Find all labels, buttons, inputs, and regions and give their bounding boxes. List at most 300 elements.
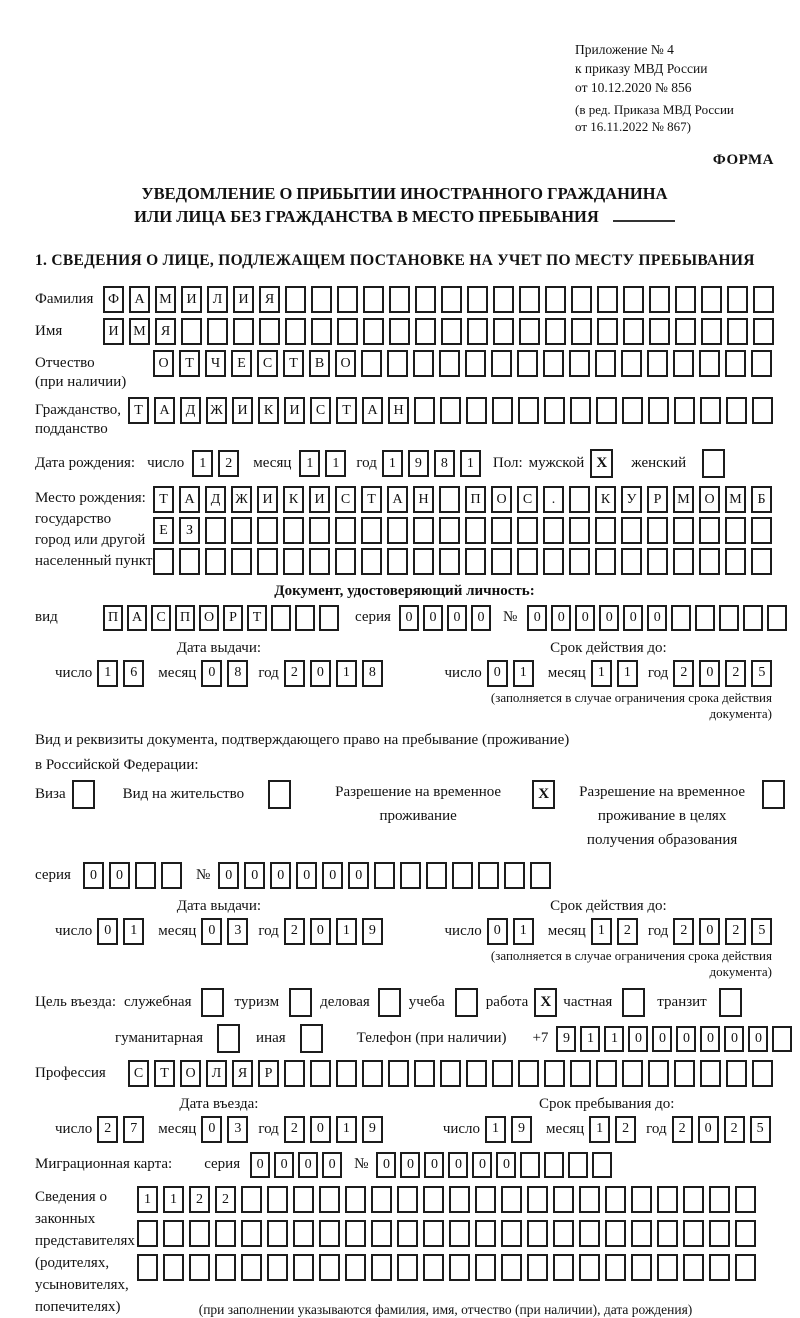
char-cell[interactable]: 0	[322, 862, 343, 889]
char-cell[interactable]	[163, 1254, 184, 1281]
char-cell[interactable]	[293, 1186, 314, 1213]
char-cell[interactable]: Л	[207, 286, 228, 313]
char-cell[interactable]: 1	[336, 918, 357, 945]
char-cell[interactable]	[570, 397, 591, 424]
char-cell[interactable]: 0	[109, 862, 130, 889]
char-cell[interactable]	[452, 862, 473, 889]
char-cell[interactable]: А	[127, 605, 147, 631]
char-cell[interactable]	[675, 286, 696, 313]
char-cell[interactable]: С	[151, 605, 171, 631]
char-cell[interactable]	[772, 1026, 792, 1052]
char-cell[interactable]	[517, 517, 538, 544]
char-cell[interactable]: 2	[189, 1186, 210, 1213]
char-cell[interactable]	[440, 397, 461, 424]
char-cell[interactable]	[387, 517, 408, 544]
char-cell[interactable]: 0	[274, 1152, 294, 1178]
char-cell[interactable]	[726, 397, 747, 424]
char-cell[interactable]	[449, 1220, 470, 1247]
char-cell[interactable]: 0	[699, 660, 720, 687]
char-cell[interactable]: 0	[250, 1152, 270, 1178]
char-cell[interactable]: 0	[647, 605, 667, 631]
char-cell[interactable]	[725, 548, 746, 575]
char-cell[interactable]	[579, 1254, 600, 1281]
char-cell[interactable]: С	[517, 486, 538, 513]
char-cell[interactable]: Р	[647, 486, 668, 513]
char-cell[interactable]: 1	[382, 450, 403, 477]
char-cell[interactable]: Н	[413, 486, 434, 513]
char-cell[interactable]: Т	[153, 486, 174, 513]
char-cell[interactable]	[189, 1220, 210, 1247]
char-cell[interactable]: 0	[487, 918, 508, 945]
purpose-business-checkbox[interactable]	[378, 988, 401, 1017]
char-cell[interactable]	[683, 1220, 704, 1247]
char-cell[interactable]: 2	[97, 1116, 118, 1143]
char-cell[interactable]	[309, 548, 330, 575]
char-cell[interactable]	[709, 1220, 730, 1247]
char-cell[interactable]: 1	[325, 450, 346, 477]
char-cell[interactable]	[319, 1254, 340, 1281]
char-cell[interactable]	[568, 1152, 588, 1178]
char-cell[interactable]	[491, 548, 512, 575]
char-cell[interactable]: П	[175, 605, 195, 631]
char-cell[interactable]	[605, 1186, 626, 1213]
char-cell[interactable]	[205, 548, 226, 575]
char-cell[interactable]: 8	[227, 660, 248, 687]
char-cell[interactable]	[414, 397, 435, 424]
char-cell[interactable]	[671, 605, 691, 631]
char-cell[interactable]	[751, 350, 772, 377]
char-cell[interactable]	[753, 318, 774, 345]
char-cell[interactable]	[520, 1152, 540, 1178]
char-cell[interactable]	[161, 862, 182, 889]
char-cell[interactable]	[319, 1220, 340, 1247]
purpose-study-checkbox[interactable]	[455, 988, 478, 1017]
char-cell[interactable]: М	[725, 486, 746, 513]
char-cell[interactable]	[699, 517, 720, 544]
char-cell[interactable]	[413, 350, 434, 377]
char-cell[interactable]	[543, 350, 564, 377]
char-cell[interactable]: А	[154, 397, 175, 424]
char-cell[interactable]: А	[179, 486, 200, 513]
char-cell[interactable]: П	[103, 605, 123, 631]
char-cell[interactable]	[501, 1220, 522, 1247]
char-cell[interactable]	[387, 548, 408, 575]
char-cell[interactable]	[596, 1060, 617, 1087]
char-cell[interactable]	[465, 548, 486, 575]
char-cell[interactable]: У	[621, 486, 642, 513]
char-cell[interactable]: 1	[123, 918, 144, 945]
char-cell[interactable]	[397, 1186, 418, 1213]
char-cell[interactable]	[257, 548, 278, 575]
char-cell[interactable]: Я	[259, 286, 280, 313]
char-cell[interactable]	[683, 1254, 704, 1281]
char-cell[interactable]	[293, 1254, 314, 1281]
char-cell[interactable]: Ф	[103, 286, 124, 313]
purpose-official-checkbox[interactable]	[201, 988, 224, 1017]
char-cell[interactable]	[415, 286, 436, 313]
char-cell[interactable]	[527, 1254, 548, 1281]
char-cell[interactable]	[709, 1186, 730, 1213]
char-cell[interactable]	[592, 1152, 612, 1178]
char-cell[interactable]: С	[128, 1060, 149, 1087]
char-cell[interactable]	[700, 1060, 721, 1087]
char-cell[interactable]: 1	[513, 660, 534, 687]
char-cell[interactable]	[725, 350, 746, 377]
char-cell[interactable]: 1	[336, 660, 357, 687]
char-cell[interactable]	[491, 517, 512, 544]
char-cell[interactable]	[493, 286, 514, 313]
char-cell[interactable]: 1	[513, 918, 534, 945]
char-cell[interactable]: М	[155, 286, 176, 313]
char-cell[interactable]	[397, 1254, 418, 1281]
char-cell[interactable]	[621, 517, 642, 544]
char-cell[interactable]	[335, 517, 356, 544]
char-cell[interactable]: 0	[471, 605, 491, 631]
char-cell[interactable]	[363, 318, 384, 345]
char-cell[interactable]: Д	[205, 486, 226, 513]
char-cell[interactable]: С	[257, 350, 278, 377]
char-cell[interactable]	[544, 397, 565, 424]
char-cell[interactable]	[441, 318, 462, 345]
char-cell[interactable]: 0	[322, 1152, 342, 1178]
char-cell[interactable]: А	[387, 486, 408, 513]
purpose-humanitarian-checkbox[interactable]	[217, 1024, 240, 1053]
char-cell[interactable]: 1	[580, 1026, 600, 1052]
char-cell[interactable]: 2	[725, 660, 746, 687]
char-cell[interactable]: Ж	[231, 486, 252, 513]
char-cell[interactable]	[423, 1254, 444, 1281]
char-cell[interactable]	[389, 286, 410, 313]
char-cell[interactable]: 0	[652, 1026, 672, 1052]
char-cell[interactable]	[285, 286, 306, 313]
char-cell[interactable]	[439, 350, 460, 377]
char-cell[interactable]: 2	[284, 1116, 305, 1143]
char-cell[interactable]	[544, 1060, 565, 1087]
char-cell[interactable]	[371, 1254, 392, 1281]
char-cell[interactable]	[475, 1254, 496, 1281]
char-cell[interactable]	[657, 1254, 678, 1281]
char-cell[interactable]: 0	[399, 605, 419, 631]
char-cell[interactable]	[361, 350, 382, 377]
char-cell[interactable]	[361, 548, 382, 575]
purpose-tourism-checkbox[interactable]	[289, 988, 312, 1017]
char-cell[interactable]	[519, 286, 540, 313]
char-cell[interactable]	[605, 1220, 626, 1247]
char-cell[interactable]	[467, 318, 488, 345]
char-cell[interactable]	[205, 517, 226, 544]
char-cell[interactable]	[465, 350, 486, 377]
char-cell[interactable]: Н	[388, 397, 409, 424]
char-cell[interactable]: Я	[155, 318, 176, 345]
temp-residence-education-checkbox[interactable]	[762, 780, 785, 809]
char-cell[interactable]	[674, 397, 695, 424]
char-cell[interactable]: Т	[361, 486, 382, 513]
char-cell[interactable]	[726, 1060, 747, 1087]
char-cell[interactable]	[753, 286, 774, 313]
char-cell[interactable]	[271, 605, 291, 631]
char-cell[interactable]	[137, 1254, 158, 1281]
char-cell[interactable]: 1	[589, 1116, 610, 1143]
char-cell[interactable]: .	[543, 486, 564, 513]
char-cell[interactable]: 3	[227, 918, 248, 945]
char-cell[interactable]: 0	[201, 660, 222, 687]
char-cell[interactable]	[647, 548, 668, 575]
char-cell[interactable]	[569, 517, 590, 544]
char-cell[interactable]: 0	[487, 660, 508, 687]
sex-male-checkbox[interactable]: X	[590, 449, 613, 478]
char-cell[interactable]	[295, 605, 315, 631]
char-cell[interactable]: 9	[556, 1026, 576, 1052]
char-cell[interactable]	[631, 1186, 652, 1213]
char-cell[interactable]	[311, 318, 332, 345]
char-cell[interactable]	[361, 517, 382, 544]
char-cell[interactable]	[293, 1220, 314, 1247]
char-cell[interactable]	[423, 1220, 444, 1247]
char-cell[interactable]: И	[309, 486, 330, 513]
char-cell[interactable]	[570, 1060, 591, 1087]
char-cell[interactable]: 0	[724, 1026, 744, 1052]
char-cell[interactable]: О	[180, 1060, 201, 1087]
char-cell[interactable]: 0	[551, 605, 571, 631]
char-cell[interactable]	[153, 548, 174, 575]
char-cell[interactable]	[735, 1254, 756, 1281]
char-cell[interactable]	[163, 1220, 184, 1247]
char-cell[interactable]	[475, 1220, 496, 1247]
char-cell[interactable]	[701, 318, 722, 345]
char-cell[interactable]: С	[310, 397, 331, 424]
char-cell[interactable]	[752, 1060, 773, 1087]
char-cell[interactable]: 0	[628, 1026, 648, 1052]
char-cell[interactable]: 1	[460, 450, 481, 477]
char-cell[interactable]	[423, 1186, 444, 1213]
char-cell[interactable]: Т	[154, 1060, 175, 1087]
char-cell[interactable]: 0	[447, 605, 467, 631]
char-cell[interactable]: 5	[751, 660, 772, 687]
char-cell[interactable]: Ж	[206, 397, 227, 424]
char-cell[interactable]	[657, 1220, 678, 1247]
char-cell[interactable]: 0	[496, 1152, 516, 1178]
char-cell[interactable]: Т	[283, 350, 304, 377]
char-cell[interactable]: Д	[180, 397, 201, 424]
char-cell[interactable]: 2	[615, 1116, 636, 1143]
char-cell[interactable]	[648, 397, 669, 424]
char-cell[interactable]	[189, 1254, 210, 1281]
char-cell[interactable]	[231, 517, 252, 544]
char-cell[interactable]: А	[362, 397, 383, 424]
char-cell[interactable]	[241, 1220, 262, 1247]
char-cell[interactable]: 0	[748, 1026, 768, 1052]
char-cell[interactable]	[492, 397, 513, 424]
char-cell[interactable]: 7	[123, 1116, 144, 1143]
char-cell[interactable]	[345, 1254, 366, 1281]
char-cell[interactable]	[596, 397, 617, 424]
char-cell[interactable]: 0	[201, 918, 222, 945]
char-cell[interactable]	[415, 318, 436, 345]
char-cell[interactable]: 9	[408, 450, 429, 477]
char-cell[interactable]: 1	[485, 1116, 506, 1143]
char-cell[interactable]	[207, 318, 228, 345]
char-cell[interactable]	[553, 1254, 574, 1281]
char-cell[interactable]	[388, 1060, 409, 1087]
char-cell[interactable]: 5	[750, 1116, 771, 1143]
char-cell[interactable]	[622, 397, 643, 424]
char-cell[interactable]: И	[103, 318, 124, 345]
char-cell[interactable]	[466, 397, 487, 424]
char-cell[interactable]: 0	[472, 1152, 492, 1178]
char-cell[interactable]	[622, 1060, 643, 1087]
char-cell[interactable]	[179, 548, 200, 575]
char-cell[interactable]	[267, 1254, 288, 1281]
char-cell[interactable]: Б	[751, 486, 772, 513]
char-cell[interactable]	[700, 397, 721, 424]
char-cell[interactable]: 1	[163, 1186, 184, 1213]
char-cell[interactable]	[701, 286, 722, 313]
char-cell[interactable]	[449, 1186, 470, 1213]
char-cell[interactable]	[137, 1220, 158, 1247]
char-cell[interactable]	[374, 862, 395, 889]
char-cell[interactable]	[319, 605, 339, 631]
char-cell[interactable]	[441, 286, 462, 313]
char-cell[interactable]: 0	[698, 1116, 719, 1143]
char-cell[interactable]	[569, 548, 590, 575]
char-cell[interactable]	[569, 350, 590, 377]
char-cell[interactable]: 2	[724, 1116, 745, 1143]
char-cell[interactable]: 0	[310, 1116, 331, 1143]
char-cell[interactable]	[439, 517, 460, 544]
char-cell[interactable]	[545, 286, 566, 313]
char-cell[interactable]: 0	[298, 1152, 318, 1178]
char-cell[interactable]: 9	[511, 1116, 532, 1143]
char-cell[interactable]: 2	[672, 1116, 693, 1143]
char-cell[interactable]: 0	[700, 1026, 720, 1052]
char-cell[interactable]	[449, 1254, 470, 1281]
char-cell[interactable]	[478, 862, 499, 889]
char-cell[interactable]	[257, 517, 278, 544]
char-cell[interactable]: Л	[206, 1060, 227, 1087]
char-cell[interactable]	[413, 548, 434, 575]
char-cell[interactable]	[553, 1186, 574, 1213]
char-cell[interactable]	[699, 548, 720, 575]
char-cell[interactable]	[530, 862, 551, 889]
char-cell[interactable]: К	[258, 397, 279, 424]
char-cell[interactable]	[543, 517, 564, 544]
char-cell[interactable]	[647, 350, 668, 377]
char-cell[interactable]	[231, 548, 252, 575]
char-cell[interactable]	[504, 862, 525, 889]
char-cell[interactable]: О	[153, 350, 174, 377]
char-cell[interactable]: 2	[673, 660, 694, 687]
char-cell[interactable]	[135, 862, 156, 889]
char-cell[interactable]	[709, 1254, 730, 1281]
char-cell[interactable]	[518, 397, 539, 424]
char-cell[interactable]	[767, 605, 787, 631]
char-cell[interactable]	[673, 548, 694, 575]
char-cell[interactable]: А	[129, 286, 150, 313]
char-cell[interactable]: 0	[623, 605, 643, 631]
char-cell[interactable]	[595, 517, 616, 544]
char-cell[interactable]: 0	[310, 918, 331, 945]
char-cell[interactable]: 0	[244, 862, 265, 889]
char-cell[interactable]	[751, 548, 772, 575]
char-cell[interactable]: 2	[725, 918, 746, 945]
char-cell[interactable]	[527, 1186, 548, 1213]
char-cell[interactable]	[285, 318, 306, 345]
char-cell[interactable]	[335, 548, 356, 575]
char-cell[interactable]: 0	[296, 862, 317, 889]
char-cell[interactable]: О	[699, 486, 720, 513]
char-cell[interactable]: 2	[673, 918, 694, 945]
char-cell[interactable]	[623, 318, 644, 345]
char-cell[interactable]	[571, 286, 592, 313]
char-cell[interactable]: 0	[376, 1152, 396, 1178]
char-cell[interactable]	[267, 1186, 288, 1213]
char-cell[interactable]: 1	[617, 660, 638, 687]
char-cell[interactable]	[674, 1060, 695, 1087]
char-cell[interactable]	[371, 1186, 392, 1213]
char-cell[interactable]	[337, 286, 358, 313]
char-cell[interactable]	[571, 318, 592, 345]
char-cell[interactable]	[657, 1186, 678, 1213]
char-cell[interactable]: О	[199, 605, 219, 631]
char-cell[interactable]	[259, 318, 280, 345]
char-cell[interactable]: Т	[128, 397, 149, 424]
char-cell[interactable]	[493, 318, 514, 345]
char-cell[interactable]	[545, 318, 566, 345]
char-cell[interactable]	[735, 1186, 756, 1213]
char-cell[interactable]	[631, 1254, 652, 1281]
char-cell[interactable]	[595, 350, 616, 377]
char-cell[interactable]	[553, 1220, 574, 1247]
char-cell[interactable]	[414, 1060, 435, 1087]
char-cell[interactable]: 0	[676, 1026, 696, 1052]
char-cell[interactable]	[319, 1186, 340, 1213]
char-cell[interactable]: 0	[448, 1152, 468, 1178]
char-cell[interactable]	[579, 1186, 600, 1213]
char-cell[interactable]: И	[284, 397, 305, 424]
char-cell[interactable]	[426, 862, 447, 889]
char-cell[interactable]	[309, 517, 330, 544]
char-cell[interactable]: 1	[591, 660, 612, 687]
temp-residence-checkbox[interactable]: X	[532, 780, 555, 809]
char-cell[interactable]: М	[129, 318, 150, 345]
char-cell[interactable]	[579, 1220, 600, 1247]
char-cell[interactable]: К	[595, 486, 616, 513]
char-cell[interactable]	[743, 605, 763, 631]
sex-female-checkbox[interactable]	[702, 449, 725, 478]
char-cell[interactable]	[440, 1060, 461, 1087]
char-cell[interactable]: С	[335, 486, 356, 513]
char-cell[interactable]: О	[335, 350, 356, 377]
char-cell[interactable]	[311, 286, 332, 313]
char-cell[interactable]: В	[309, 350, 330, 377]
char-cell[interactable]	[387, 350, 408, 377]
char-cell[interactable]	[527, 1220, 548, 1247]
char-cell[interactable]	[727, 318, 748, 345]
char-cell[interactable]: 2	[284, 660, 305, 687]
char-cell[interactable]	[215, 1254, 236, 1281]
char-cell[interactable]	[648, 1060, 669, 1087]
char-cell[interactable]: И	[181, 286, 202, 313]
char-cell[interactable]	[699, 350, 720, 377]
char-cell[interactable]	[283, 548, 304, 575]
char-cell[interactable]: 0	[83, 862, 104, 889]
char-cell[interactable]	[647, 517, 668, 544]
char-cell[interactable]	[389, 318, 410, 345]
char-cell[interactable]	[310, 1060, 331, 1087]
char-cell[interactable]: 2	[218, 450, 239, 477]
char-cell[interactable]: 1	[299, 450, 320, 477]
purpose-private-checkbox[interactable]	[622, 988, 645, 1017]
